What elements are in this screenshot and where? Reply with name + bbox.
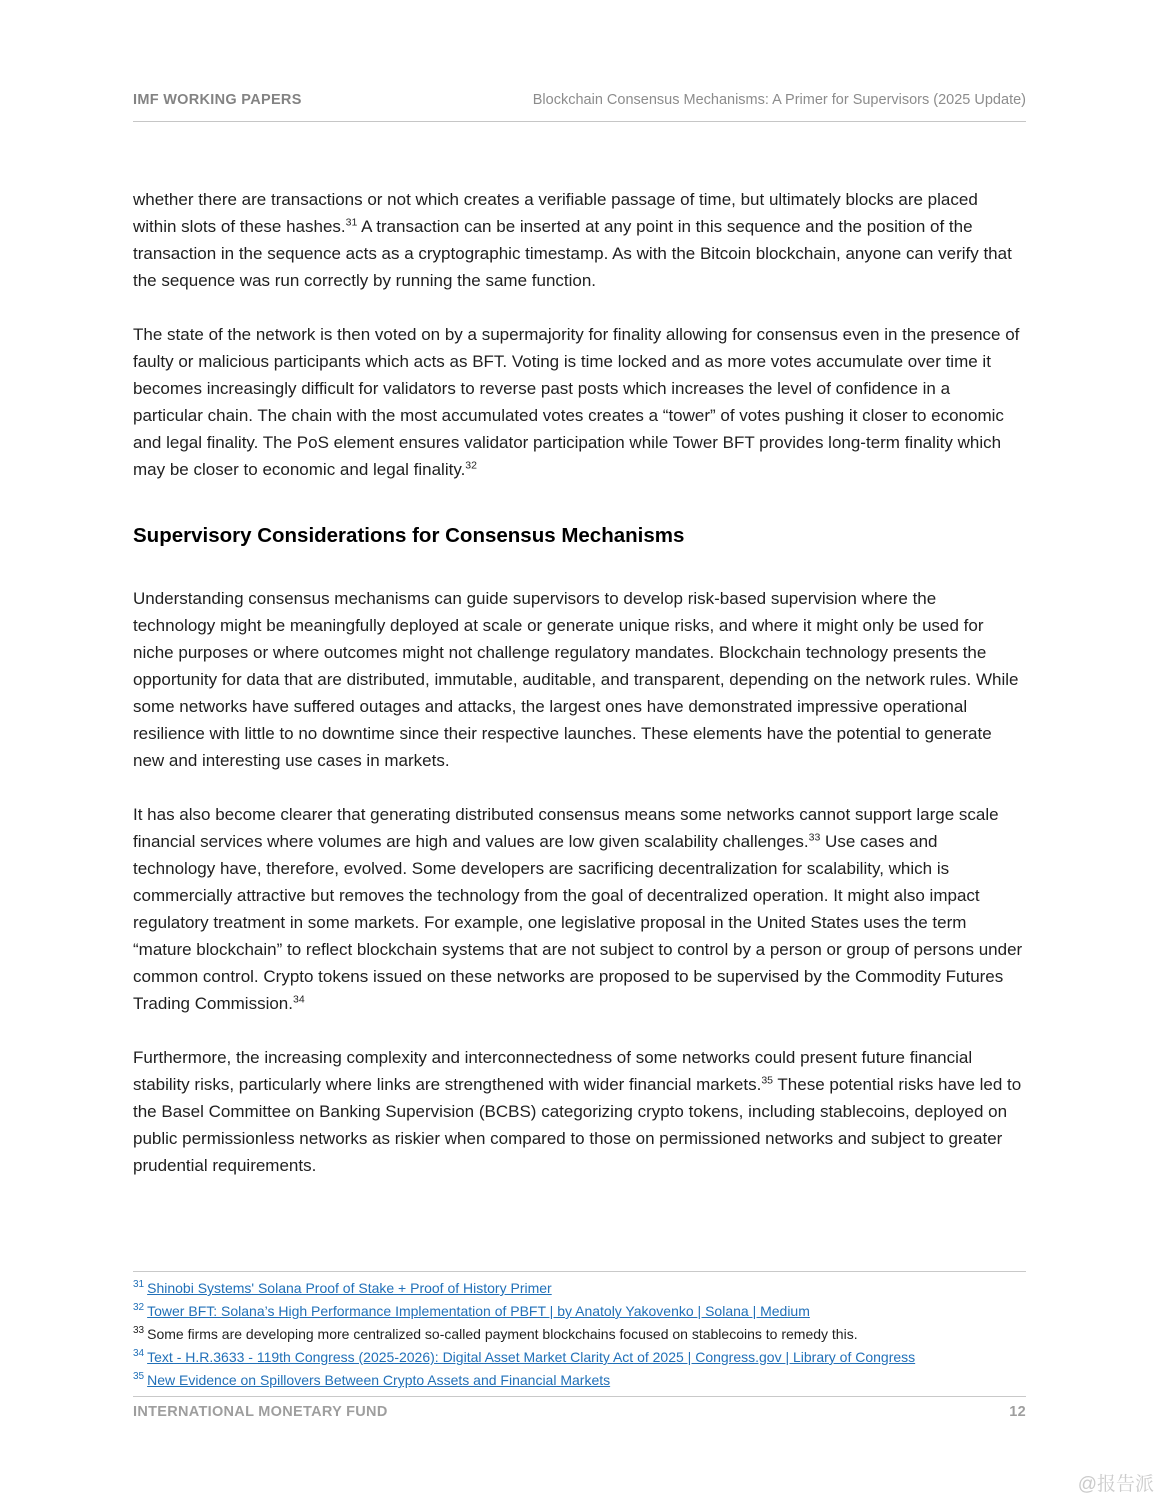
footnote [133,1277,1026,1300]
footnote [133,1300,1026,1323]
header-paper-title: Blockchain Consensus Mechanisms: A Primer for Supervisors (2025 Update) [532,92,1026,108]
footnote-ref: 32 [465,459,477,472]
header-series-title: IMF WORKING PAPERS [133,92,302,108]
footnote-number: 34 [133,1348,145,1360]
footer-page-number: 12 [1009,1404,1026,1420]
footnote-text: Some firms are developing more centralized so-called payment blockchains focused on stablecoins to remedy this. [147,1326,858,1342]
footnote-separator-rule [133,1271,1026,1272]
footnote-link[interactable]: Text - H.R.3633 - 119th Congress (2025-2026): Digital Asset Market Clarity Act of 2025 | Congress.gov | Library of Congress [147,1349,916,1365]
footnote-link[interactable]: Tower BFT: Solana’s High Performance Implementation of PBFT | by Anatoly Yakovenko | Solana | Medium [147,1303,810,1319]
page-footer [133,1404,1026,1420]
footnotes-list [133,1277,1026,1392]
section-heading: Supervisory Considerations for Consensus Mechanisms [133,524,685,547]
paragraph: Understanding consensus mechanisms can guide supervisors to develop risk-based supervision where the technology might be meaningfully deployed at scale or generate unique risks, and where it might only be used for niche purposes or where outcomes might not challenge regulatory mandates. Blockchain technology presents the opportunity for data that are distributed, immutable, auditable, and transparent, depending on the network rules. While some networks have suffered outages and attacks, the largest ones have demonstrated impressive operational resilience with little to no downtime since their respective launches. These elements have the potential to generate new and interesting use cases in markets. [133,589,1019,770]
footnote-link[interactable]: Shinobi Systems' Solana Proof of Stake + Proof of History Primer [147,1280,552,1296]
header-rule [133,121,1026,122]
page-header [133,92,1026,108]
footnote-number: 31 [133,1279,145,1291]
footnote [133,1346,1026,1369]
footnote-ref: 34 [292,993,305,1006]
footnote-ref: 35 [761,1074,773,1087]
paragraph: It has also become clearer that generating distributed consensus means some networks cannot support large scale financial services where volumes are high and values are low given scalability challenges.$^{33}$ Use cases and technology have, therefore, evolved. Some developers are sacrificing decentralization for scalability, which is commercially attractive but removes the technology from the goal of decentralized operation. It might also impact regulatory treatment in some markets. For example, one legislative proposal in the United States uses the term “mature blockchain” to reflect blockchain systems that are not subject to control by a person or group of persons under common control. Crypto tokens issued on these networks are proposed to be supervised by the Commodity Futures Trading Commission.$^{34}$ [133,805,1023,1013]
watermark: @报告派 [1077,1474,1154,1495]
footer-institution: INTERNATIONAL MONETARY FUND [133,1404,388,1420]
footnote [133,1323,1026,1346]
paragraph: The state of the network is then voted on by a supermajority for finality allowing for consensus even in the presence of faulty or malicious participants which acts as BFT. Voting is time locked and as more votes accumulate over time it becomes increasingly difficult for validators to reverse past posts which increases the level of confidence in a particular chain. The chain with the most accumulated votes creates a “tower” of votes pushing it closer to economic and legal finality. The PoS element ensures validator participation while Tower BFT provides long-term finality which may be closer to economic and legal finality.$^{32}$ [133,325,1020,479]
footnote-number: 35 [133,1371,145,1383]
footnote-ref: 33 [808,831,821,844]
paragraph: whether there are transactions or not which creates a verifiable passage of time, but ultimately blocks are placed within slots of these hashes.$^{31}$ A transaction can be inserted at any point in this sequence and the position of the transaction in the sequence acts as a cryptographic timestamp. As with the Bitcoin blockchain, anyone can verify that the sequence was run correctly by running the same function. [133,190,1012,290]
footer-rule [133,1396,1026,1397]
footnote-number: 32 [133,1302,145,1314]
document-body [133,186,1023,1206]
footnote-ref: 31 [345,216,358,229]
footnote [133,1369,1026,1392]
footnote-number: 33 [133,1325,145,1337]
footnote-link[interactable]: New Evidence on Spillovers Between Crypto Assets and Financial Markets [147,1372,611,1388]
paragraph: Furthermore, the increasing complexity and interconnectedness of some networks could present future financial stability risks, particularly where links are strengthened with wider financial markets.$^{35}$ These potential risks have led to the Basel Committee on Banking Supervision (BCBS) categorizing crypto tokens, including stablecoins, deployed on public permissionless networks as riskier when compared to those on permissioned networks and subject to greater prudential requirements. [133,1048,1022,1175]
